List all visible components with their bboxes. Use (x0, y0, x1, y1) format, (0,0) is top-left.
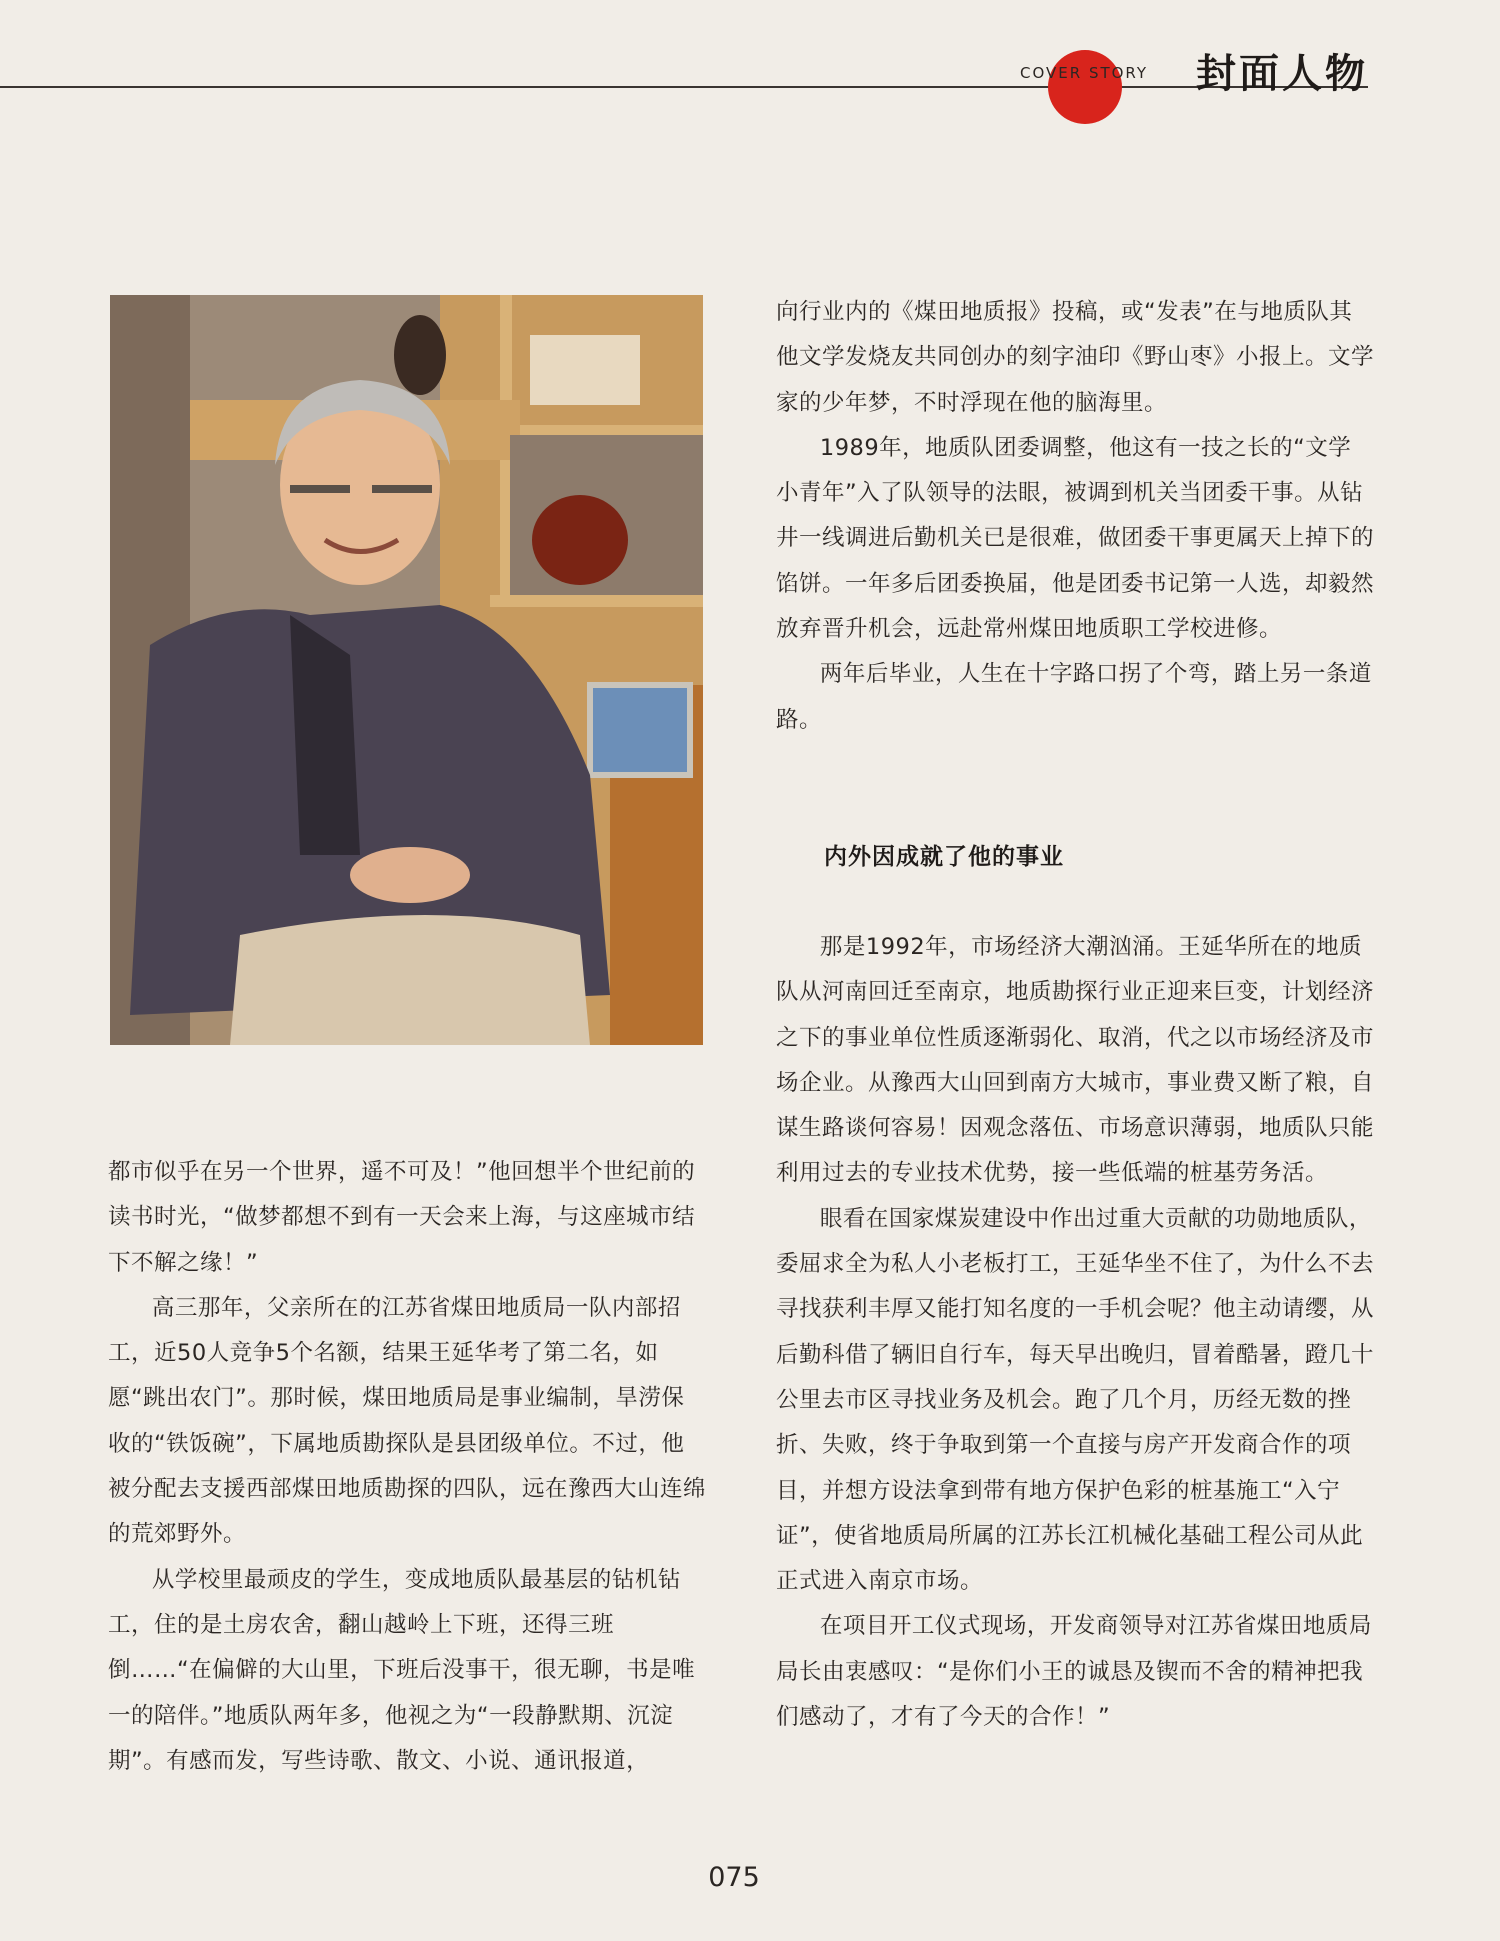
paragraph: 都市似乎在另一个世界，遥不可及！”他回想半个世纪前的读书时光，“做梦都想不到有一天会来上海，与这座城市结下不解之缘！” (108, 1159, 696, 1276)
portrait-photo (110, 295, 703, 1045)
portrait-illustration (110, 295, 703, 1045)
page-number: 075 (708, 1862, 760, 1893)
paragraph: 那是1992年，市场经济大潮汹涌。王延华所在的地质队从河南回迁至南京，地质勘探行业正迎来巨变，计划经济之下的事业单位性质逐渐弱化、取消，代之以市场经济及市场企业。从豫西大山回到南方大城市，事业费又断了粮，自谋生路谈何容易！因观念落伍、市场意识薄弱，地质队只能利用过去的专业技术优势，接一些低端的桩基劳务活。 (776, 934, 1375, 1187)
header-rule (0, 86, 1368, 88)
section-title: 封面人物 (1196, 50, 1368, 97)
paragraph: 高三那年，父亲所在的江苏省煤田地质局一队内部招工，近50人竞争5个名额，结果王延华考了第二名，如愿“跳出农门”。那时候，煤田地质局是事业编制，旱涝保收的“铁饭碗”，下属地质勘探队是县团级单位。不过，他被分配去支援西部煤田地质勘探的四队，远在豫西大山连绵的荒郊野外。 (108, 1294, 707, 1548)
paragraph: 从学校里最顽皮的学生，变成地质队最基层的钻机钻工，住的是土房农舍，翻山越岭上下班，还得三班倒……“在偏僻的大山里，下班后没事干，很无聊，书是唯一的陪伴。”地质队两年多，他视之为“一段静默期、沉淀期”。有感而发，写些诗歌、散文、小说、通讯报道， (108, 1566, 696, 1774)
paragraph: 1989年，地质队团委调整，他这有一技之长的“文学小青年”入了队领导的法眼，被调到机关当团委干事。从钻井一线调进后勤机关已是很难，做团委干事更属天上掉下的馅饼。一年多后团委换届，他是团委书记第一人选，却毅然放弃晋升机会，远赴常州煤田地质职工学校进修。 (776, 434, 1375, 643)
right-text-column-bottom (776, 925, 1374, 1740)
red-circle-icon (1048, 50, 1122, 124)
paragraph: 两年后毕业，人生在十字路口拐了个弯，踏上另一条道路。 (776, 661, 1372, 733)
right-text-column-top (776, 290, 1374, 743)
left-text-column (108, 1150, 706, 1784)
paragraph: 在项目开工仪式现场，开发商领导对江苏省煤田地质局局长由衷感叹：“是你们小王的诚恳及锲而不舍的精神把我们感动了，才有了今天的合作！” (776, 1613, 1372, 1731)
paragraph: 向行业内的《煤田地质报》投稿，或“发表”在与地质队其他文学发烧友共同创办的刻字油印《野山枣》小报上。文学家的少年梦，不时浮现在他的脑海里。 (776, 299, 1375, 416)
cover-story-kicker: COVER STORY (1020, 64, 1149, 82)
subheading: 内外因成就了他的事业 (824, 844, 1064, 870)
paragraph: 眼看在国家煤炭建设中作出过重大贡献的功勋地质队，委屈求全为私人小老板打工，王延华坐不住了，为什么不去寻找获利丰厚又能打知名度的一手机会呢？他主动请缨，从后勤科借了辆旧自行车，每天早出晚归，冒着酷暑，蹬几十公里去市区寻找业务及机会。跑了几个月，历经无数的挫折、失败，终于争取到第一个直接与房产开发商合作的项目，并想方设法拿到带有地方保护色彩的桩基施工“入宁证”，使省地质局所属的江苏长江机械化基础工程公司从此正式进入南京市场。 (776, 1205, 1375, 1595)
